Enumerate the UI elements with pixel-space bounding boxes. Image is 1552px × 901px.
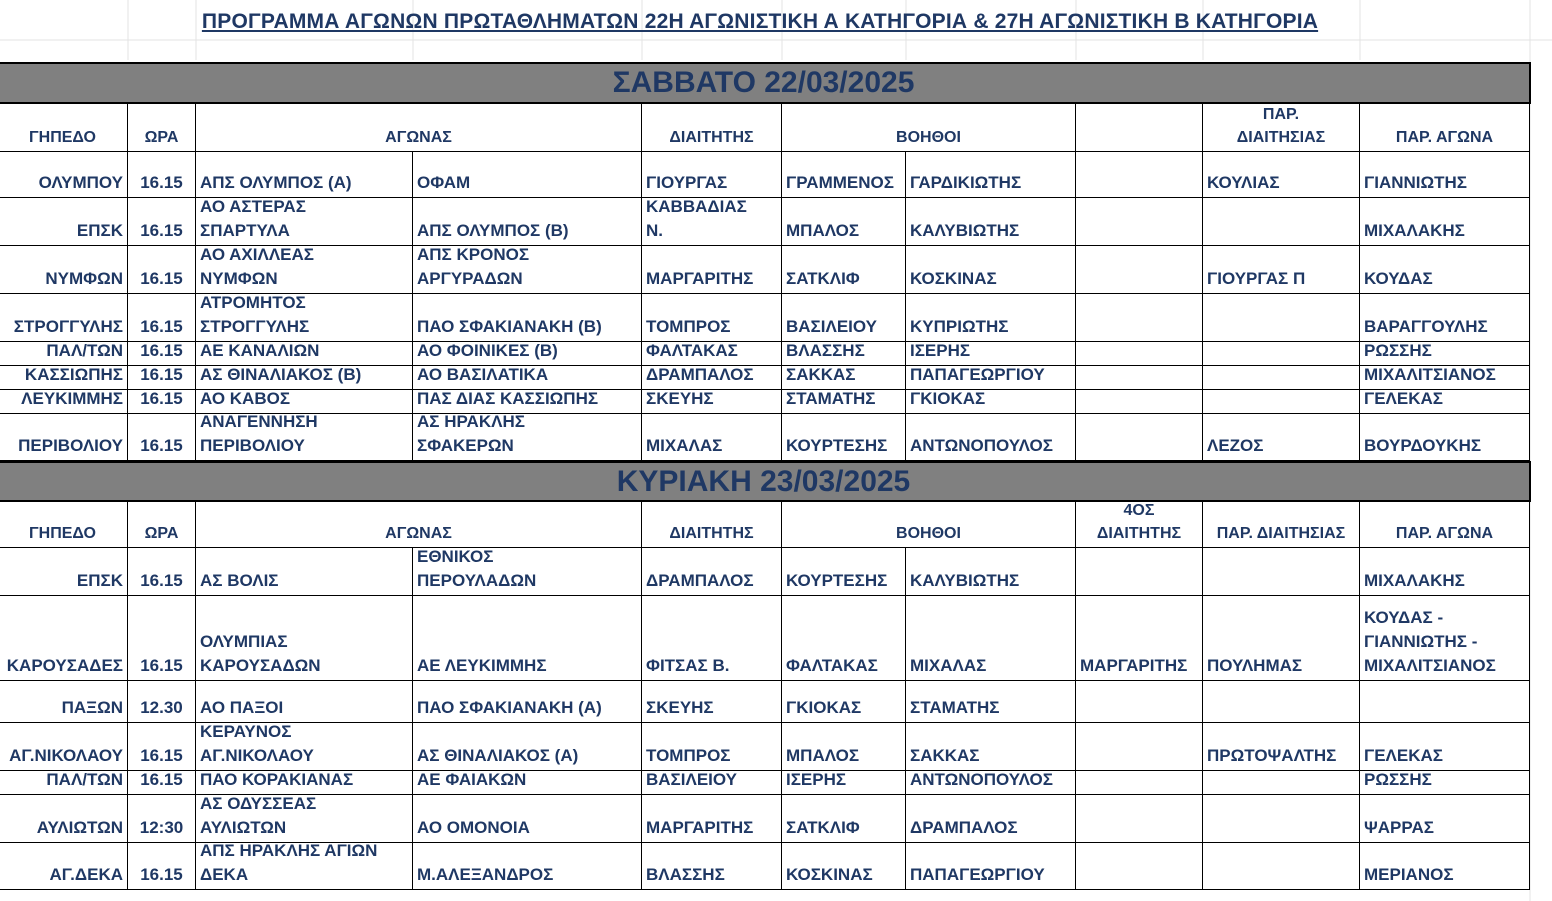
away-team-cell: ΑΠΣ ΟΛΥΜΠΟΣ (Β) <box>413 198 642 246</box>
venue-cell: ΝΥΜΦΩΝ <box>0 246 128 294</box>
time-cell: 12.30 <box>128 681 196 723</box>
away-team-cell: ΑΕ ΦΑΙΑΚΩΝ <box>413 771 642 795</box>
assistant-1-cell: ΙΣΕΡΗΣ <box>782 771 906 795</box>
away-team-cell: ΑΟ ΟΜΟΝΟΙΑ <box>413 795 642 843</box>
referee-cell: ΤΟΜΠΡΟΣ <box>642 294 782 342</box>
match-observer-cell: ΒΟΥΡΔΟΥΚΗΣ <box>1360 414 1530 461</box>
time-header: ΩΡΑ <box>128 103 196 152</box>
match-observer-cell: ΚΟΥΔΑΣ - ΓΙΑΝΝΙΩΤΗΣ - ΜΙΧΑΛΙΤΣΙΑΝΟΣ <box>1360 596 1530 681</box>
match-observer-cell: ΜΙΧΑΛΙΤΣΙΑΝΟΣ <box>1360 366 1530 390</box>
referee-observer-cell <box>1203 198 1360 246</box>
referee-observer-cell: ΠΡΩΤΟΨΑΛΤΗΣ <box>1203 723 1360 771</box>
away-team-cell: Μ.ΑΛΕΞΑΝΔΡΟΣ <box>413 843 642 890</box>
fourth-official-cell <box>1076 246 1203 294</box>
time-cell: 16.15 <box>128 366 196 390</box>
referee-observer-cell <box>1203 795 1360 843</box>
venue-cell: ΚΑΣΣΙΩΠΗΣ <box>0 366 128 390</box>
fourth-official-cell <box>1076 723 1203 771</box>
assistant-1-cell: ΣΑΤΚΛΙΦ <box>782 795 906 843</box>
assistant-1-cell: ΚΟΥΡΤΕΣΗΣ <box>782 414 906 461</box>
time-cell: 16.15 <box>128 548 196 596</box>
assistant-2-cell: ΚΥΠΡΙΩΤΗΣ <box>906 294 1076 342</box>
referee-cell: ΤΟΜΠΡΟΣ <box>642 723 782 771</box>
assistant-1-cell: ΒΑΣΙΛΕΙΟΥ <box>782 294 906 342</box>
assistant-1-cell: ΓΚΙΟΚΑΣ <box>782 681 906 723</box>
referee-observer-cell <box>1203 294 1360 342</box>
away-team-cell: ΠΑΣ ΔΙΑΣ ΚΑΣΣΙΩΠΗΣ <box>413 390 642 414</box>
referee-observer-cell <box>1203 843 1360 890</box>
away-team-cell: ΑΟ ΒΑΣΙΛΑΤΙΚΑ <box>413 366 642 390</box>
assistant-1-cell: ΣΑΚΚΑΣ <box>782 366 906 390</box>
referee-cell: ΜΑΡΓΑΡΙΤΗΣ <box>642 795 782 843</box>
home-team-cell: ΑΣ ΒΟΛΙΣ <box>196 548 413 596</box>
fourth-official-cell <box>1076 198 1203 246</box>
assistant-1-cell: ΚΟΣΚΙΝΑΣ <box>782 843 906 890</box>
assistant-2-cell: ΓΚΙΟΚΑΣ <box>906 390 1076 414</box>
venue-cell: ΕΠΣΚ <box>0 198 128 246</box>
time-cell: 16.15 <box>128 843 196 890</box>
referee-observer-cell: ΛΕΖΟΣ <box>1203 414 1360 461</box>
assistant-2-cell: ΠΑΠΑΓΕΩΡΓΙΟΥ <box>906 843 1076 890</box>
away-team-cell: ΟΦΑΜ <box>413 152 642 198</box>
fourth-official-cell <box>1076 795 1203 843</box>
home-team-cell: ΚΕΡΑΥΝΟΣ ΑΓ.ΝΙΚΟΛΑΟΥ <box>196 723 413 771</box>
match-header: ΑΓΩΝΑΣ <box>196 103 642 152</box>
fourth-official-header <box>1076 103 1203 152</box>
match-observer-cell: ΡΩΣΣΗΣ <box>1360 342 1530 366</box>
referee-header: ΔΙΑΙΤΗΤΗΣ <box>642 103 782 152</box>
match-observer-cell: ΜΙΧΑΛΑΚΗΣ <box>1360 548 1530 596</box>
match-observer-cell: ΜΕΡΙΑΝΟΣ <box>1360 843 1530 890</box>
venue-cell: ΠΕΡΙΒΟΛΙΟΥ <box>0 414 128 461</box>
assistant-1-cell: ΓΡΑΜΜΕΝΟΣ <box>782 152 906 198</box>
match-observer-cell: ΓΕΛΕΚΑΣ <box>1360 723 1530 771</box>
assistant-2-cell: ΚΑΛΥΒΙΩΤΗΣ <box>906 198 1076 246</box>
referee-cell: ΜΙΧΑΛΑΣ <box>642 414 782 461</box>
match-observer-cell <box>1360 681 1530 723</box>
referee-observer-cell <box>1203 681 1360 723</box>
venue-cell: ΛΕΥΚΙΜΜΗΣ <box>0 390 128 414</box>
day-banner: ΣΑΒΒΑΤΟ 22/03/2025 <box>0 62 1531 104</box>
assistants-header: ΒΟΗΘΟΙ <box>782 501 1076 548</box>
referee-header: ΔΙΑΙΤΗΤΗΣ <box>642 501 782 548</box>
time-cell: 16.15 <box>128 198 196 246</box>
fourth-official-cell <box>1076 294 1203 342</box>
referee-cell: ΒΑΣΙΛΕΙΟΥ <box>642 771 782 795</box>
venue-cell: ΟΛΥΜΠΟΥ <box>0 152 128 198</box>
referee-observer-cell <box>1203 548 1360 596</box>
referee-cell: ΚΑΒΒΑΔΙΑΣ Ν. <box>642 198 782 246</box>
time-header: ΩΡΑ <box>128 501 196 548</box>
day-banner: ΚΥΡΙΑΚΗ 23/03/2025 <box>0 461 1531 502</box>
page-title: ΠΡΟΓΡΑΜΜΑ ΑΓΩΝΩΝ ΠΡΩΤΑΘΛΗΜΑΤΩΝ 22Η ΑΓΩΝΙΣΤΙΚΗ Α ΚΑΤΗΓΟΡΙΑ & 27Η ΑΓΩΝΙΣΤΙΚΗ Β ΚΑΤΗΓΟΡΙΑ <box>201 10 1319 33</box>
home-team-cell: ΑΕ ΚΑΝΑΛΙΩΝ <box>196 342 413 366</box>
away-team-cell: ΑΣ ΘΙΝΑΛΙΑΚΟΣ (Α) <box>413 723 642 771</box>
referee-cell: ΓΙΟΥΡΓΑΣ <box>642 152 782 198</box>
away-team-cell: ΑΕ ΛΕΥΚΙΜΜΗΣ <box>413 596 642 681</box>
fourth-official-cell <box>1076 390 1203 414</box>
away-team-cell: ΑΟ ΦΟΙΝΙΚΕΣ (Β) <box>413 342 642 366</box>
time-cell: 16.15 <box>128 246 196 294</box>
match-header: ΑΓΩΝΑΣ <box>196 501 642 548</box>
venue-cell: ΚΑΡΟΥΣΑΔΕΣ <box>0 596 128 681</box>
away-team-cell: ΠΑΟ ΣΦΑΚΙΑΝΑΚΗ (Α) <box>413 681 642 723</box>
fourth-official-cell <box>1076 366 1203 390</box>
fourth-official-cell: ΜΑΡΓΑΡΙΤΗΣ <box>1076 596 1203 681</box>
home-team-cell: ΑΤΡΟΜΗΤΟΣ ΣΤΡΟΓΓΥΛΗΣ <box>196 294 413 342</box>
home-team-cell: ΠΑΟ ΚΟΡΑΚΙΑΝΑΣ <box>196 771 413 795</box>
referee-observer-cell: ΚΟΥΛΙΑΣ <box>1203 152 1360 198</box>
fourth-official-cell <box>1076 414 1203 461</box>
referee-cell: ΣΚΕΥΗΣ <box>642 681 782 723</box>
time-cell: 16.15 <box>128 152 196 198</box>
match-observer-cell: ΒΑΡΑΓΓΟΥΛΗΣ <box>1360 294 1530 342</box>
venue-header: ΓΗΠΕΔΟ <box>0 103 128 152</box>
assistant-2-cell: ΑΝΤΩΝΟΠΟΥΛΟΣ <box>906 771 1076 795</box>
home-team-cell: ΟΛΥΜΠΙΑΣ ΚΑΡΟΥΣΑΔΩΝ <box>196 596 413 681</box>
assistant-1-cell: ΜΠΑΛΟΣ <box>782 723 906 771</box>
home-team-cell: ΑΠΣ ΗΡΑΚΛΗΣ ΑΓΙΩΝ ΔΕΚΑ <box>196 843 413 890</box>
away-team-cell: ΕΘΝΙΚΟΣ ΠΕΡΟΥΛΑΔΩΝ <box>413 548 642 596</box>
time-cell: 16.15 <box>128 723 196 771</box>
referee-observer-cell <box>1203 771 1360 795</box>
venue-cell: ΠΑΛ/ΤΩΝ <box>0 771 128 795</box>
assistant-2-cell: ΙΣΕΡΗΣ <box>906 342 1076 366</box>
referee-observer-header: ΠΑΡ. ΔΙΑΙΤΗΣΙΑΣ <box>1203 501 1360 548</box>
assistant-1-cell: ΜΠΑΛΟΣ <box>782 198 906 246</box>
assistant-1-cell: ΣΤΑΜΑΤΗΣ <box>782 390 906 414</box>
home-team-cell: ΑΟ ΠΑΞΟΙ <box>196 681 413 723</box>
assistant-1-cell: ΦΑΛΤΑΚΑΣ <box>782 596 906 681</box>
match-observer-cell: ΚΟΥΔΑΣ <box>1360 246 1530 294</box>
home-team-cell: ΑΣ ΘΙΝΑΛΙΑΚΟΣ (Β) <box>196 366 413 390</box>
assistant-2-cell: ΣΑΚΚΑΣ <box>906 723 1076 771</box>
referee-observer-cell: ΓΙΟΥΡΓΑΣ Π <box>1203 246 1360 294</box>
referee-cell: ΔΡΑΜΠΑΛΟΣ <box>642 366 782 390</box>
venue-cell: ΠΑΛ/ΤΩΝ <box>0 342 128 366</box>
away-team-cell: ΑΠΣ ΚΡΟΝΟΣ ΑΡΓΥΡΑΔΩΝ <box>413 246 642 294</box>
assistant-2-cell: ΣΤΑΜΑΤΗΣ <box>906 681 1076 723</box>
home-team-cell: ΑΝΑΓΕΝΝΗΣΗ ΠΕΡΙΒΟΛΙΟΥ <box>196 414 413 461</box>
fourth-official-header: 4ΟΣ ΔΙΑΙΤΗΤΗΣ <box>1076 501 1203 548</box>
referee-observer-cell <box>1203 390 1360 414</box>
time-cell: 12:30 <box>128 795 196 843</box>
fourth-official-cell <box>1076 771 1203 795</box>
venue-header: ΓΗΠΕΔΟ <box>0 501 128 548</box>
venue-cell: ΕΠΣΚ <box>0 548 128 596</box>
time-cell: 16.15 <box>128 342 196 366</box>
time-cell: 16.15 <box>128 390 196 414</box>
assistants-header: ΒΟΗΘΟΙ <box>782 103 1076 152</box>
assistant-1-cell: ΣΑΤΚΛΙΦ <box>782 246 906 294</box>
referee-cell: ΣΚΕΥΗΣ <box>642 390 782 414</box>
referee-observer-cell <box>1203 342 1360 366</box>
assistant-2-cell: ΔΡΑΜΠΑΛΟΣ <box>906 795 1076 843</box>
match-observer-cell: ΡΩΣΣΗΣ <box>1360 771 1530 795</box>
match-observer-header: ΠΑΡ. ΑΓΩΝΑ <box>1360 103 1530 152</box>
time-cell: 16.15 <box>128 771 196 795</box>
match-observer-cell: ΓΕΛΕΚΑΣ <box>1360 390 1530 414</box>
venue-cell: ΑΥΛΙΩΤΩΝ <box>0 795 128 843</box>
assistant-2-cell: ΑΝΤΩΝΟΠΟΥΛΟΣ <box>906 414 1076 461</box>
referee-cell: ΦΙΤΣΑΣ Β. <box>642 596 782 681</box>
fourth-official-cell <box>1076 152 1203 198</box>
match-observer-cell: ΨΑΡΡΑΣ <box>1360 795 1530 843</box>
home-team-cell: ΑΟ ΚΑΒΟΣ <box>196 390 413 414</box>
referee-observer-header: ΠΑΡ. ΔΙΑΙΤΗΣΙΑΣ <box>1203 103 1360 152</box>
home-team-cell: ΑΠΣ ΟΛΥΜΠΟΣ (Α) <box>196 152 413 198</box>
home-team-cell: ΑΣ ΟΔΥΣΣΕΑΣ ΑΥΛΙΩΤΩΝ <box>196 795 413 843</box>
venue-cell: ΠΑΞΩΝ <box>0 681 128 723</box>
referee-cell: ΔΡΑΜΠΑΛΟΣ <box>642 548 782 596</box>
match-observer-header: ΠΑΡ. ΑΓΩΝΑ <box>1360 501 1530 548</box>
referee-observer-cell <box>1203 366 1360 390</box>
fourth-official-cell <box>1076 843 1203 890</box>
venue-cell: ΣΤΡΟΓΓΥΛΗΣ <box>0 294 128 342</box>
match-observer-cell: ΓΙΑΝΝΙΩΤΗΣ <box>1360 152 1530 198</box>
fourth-official-cell <box>1076 681 1203 723</box>
assistant-1-cell: ΚΟΥΡΤΕΣΗΣ <box>782 548 906 596</box>
fourth-official-cell <box>1076 342 1203 366</box>
away-team-cell: ΠΑΟ ΣΦΑΚΙΑΝΑΚΗ (Β) <box>413 294 642 342</box>
assistant-2-cell: ΓΑΡΔΙΚΙΩΤΗΣ <box>906 152 1076 198</box>
fourth-official-cell <box>1076 548 1203 596</box>
assistant-2-cell: ΜΙΧΑΛΑΣ <box>906 596 1076 681</box>
venue-cell: ΑΓ.ΔΕΚΑ <box>0 843 128 890</box>
assistant-2-cell: ΚΟΣΚΙΝΑΣ <box>906 246 1076 294</box>
time-cell: 16.15 <box>128 294 196 342</box>
time-cell: 16.15 <box>128 596 196 681</box>
assistant-2-cell: ΚΑΛΥΒΙΩΤΗΣ <box>906 548 1076 596</box>
venue-cell: ΑΓ.ΝΙΚΟΛΑΟΥ <box>0 723 128 771</box>
match-observer-cell: ΜΙΧΑΛΑΚΗΣ <box>1360 198 1530 246</box>
referee-observer-cell: ΠΟΥΛΗΜΑΣ <box>1203 596 1360 681</box>
referee-cell: ΜΑΡΓΑΡΙΤΗΣ <box>642 246 782 294</box>
referee-cell: ΦΑΛΤΑΚΑΣ <box>642 342 782 366</box>
away-team-cell: ΑΣ ΗΡΑΚΛΗΣ ΣΦΑΚΕΡΩΝ <box>413 414 642 461</box>
referee-cell: ΒΛΑΣΣΗΣ <box>642 843 782 890</box>
home-team-cell: ΑΟ ΑΧΙΛΛΕΑΣ ΝΥΜΦΩΝ <box>196 246 413 294</box>
home-team-cell: ΑΟ ΑΣΤΕΡΑΣ ΣΠΑΡΤΥΛΑ <box>196 198 413 246</box>
assistant-2-cell: ΠΑΠΑΓΕΩΡΓΙΟΥ <box>906 366 1076 390</box>
time-cell: 16.15 <box>128 414 196 461</box>
assistant-1-cell: ΒΛΑΣΣΗΣ <box>782 342 906 366</box>
